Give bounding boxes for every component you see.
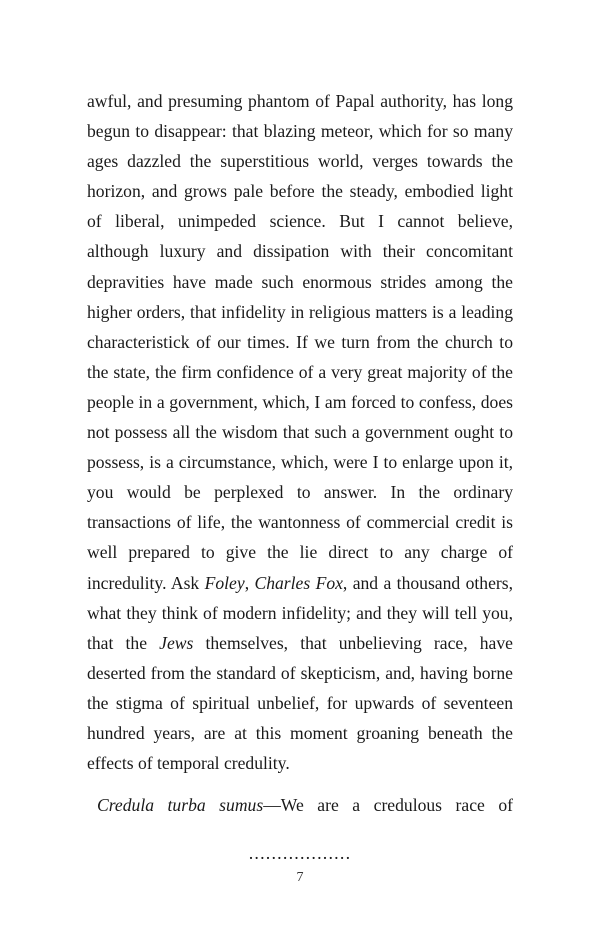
page-number: 7	[296, 870, 304, 885]
paragraph-text: themselves, that unbelieving race, have deserted from the standard of skepticism, and, having borne the stigma of spiritual unbelief, for upwards of seventeen hundred years, are at this moment groaning beneath the effects of temporal credulity.	[87, 632, 513, 774]
paragraph-text: ,	[244, 572, 255, 593]
page-body	[87, 86, 513, 820]
italic-name-charles-fox: Charles Fox	[254, 572, 343, 593]
paragraph	[87, 86, 513, 778]
latin-quote: Credula turba sumus	[97, 795, 264, 816]
paragraph-text: , and a thousand others, what they think of modern infidelity; and they will tell you, that the	[87, 572, 513, 653]
paragraph	[87, 790, 513, 820]
footer-ornament: ..................	[248, 843, 352, 863]
paragraph-text: —We are a credulous race of	[263, 795, 514, 816]
paragraph-text: awful, and presuming phantom of Papal authority, has long begun to disappear: that blazing meteor, which for so many ages dazzled the superstitious world, verges towards the horizon, and grows pale before the steady, embodied light of liberal, unimpeded science. But I cannot believe, although luxury and dissipation with their concomitant depravities have made such enormous strides among the higher orders, that infidelity in religious matters is a leading characteristick of our times. If we turn from the church to the state, the firm confidence of a very great majority of the people in a government, which, I am forced to confess, does not possess all the wisdom that such a government ought to possess, is a circumstance, which, were I to enlarge upon it, you would be perplexed to answer. In the ordinary transactions of life, the wantonness of commercial credit is well prepared to give the lie direct to any charge of incredulity. Ask	[87, 91, 513, 593]
italic-name-foley: Foley	[204, 572, 245, 593]
italic-word-jews: Jews	[159, 632, 194, 653]
